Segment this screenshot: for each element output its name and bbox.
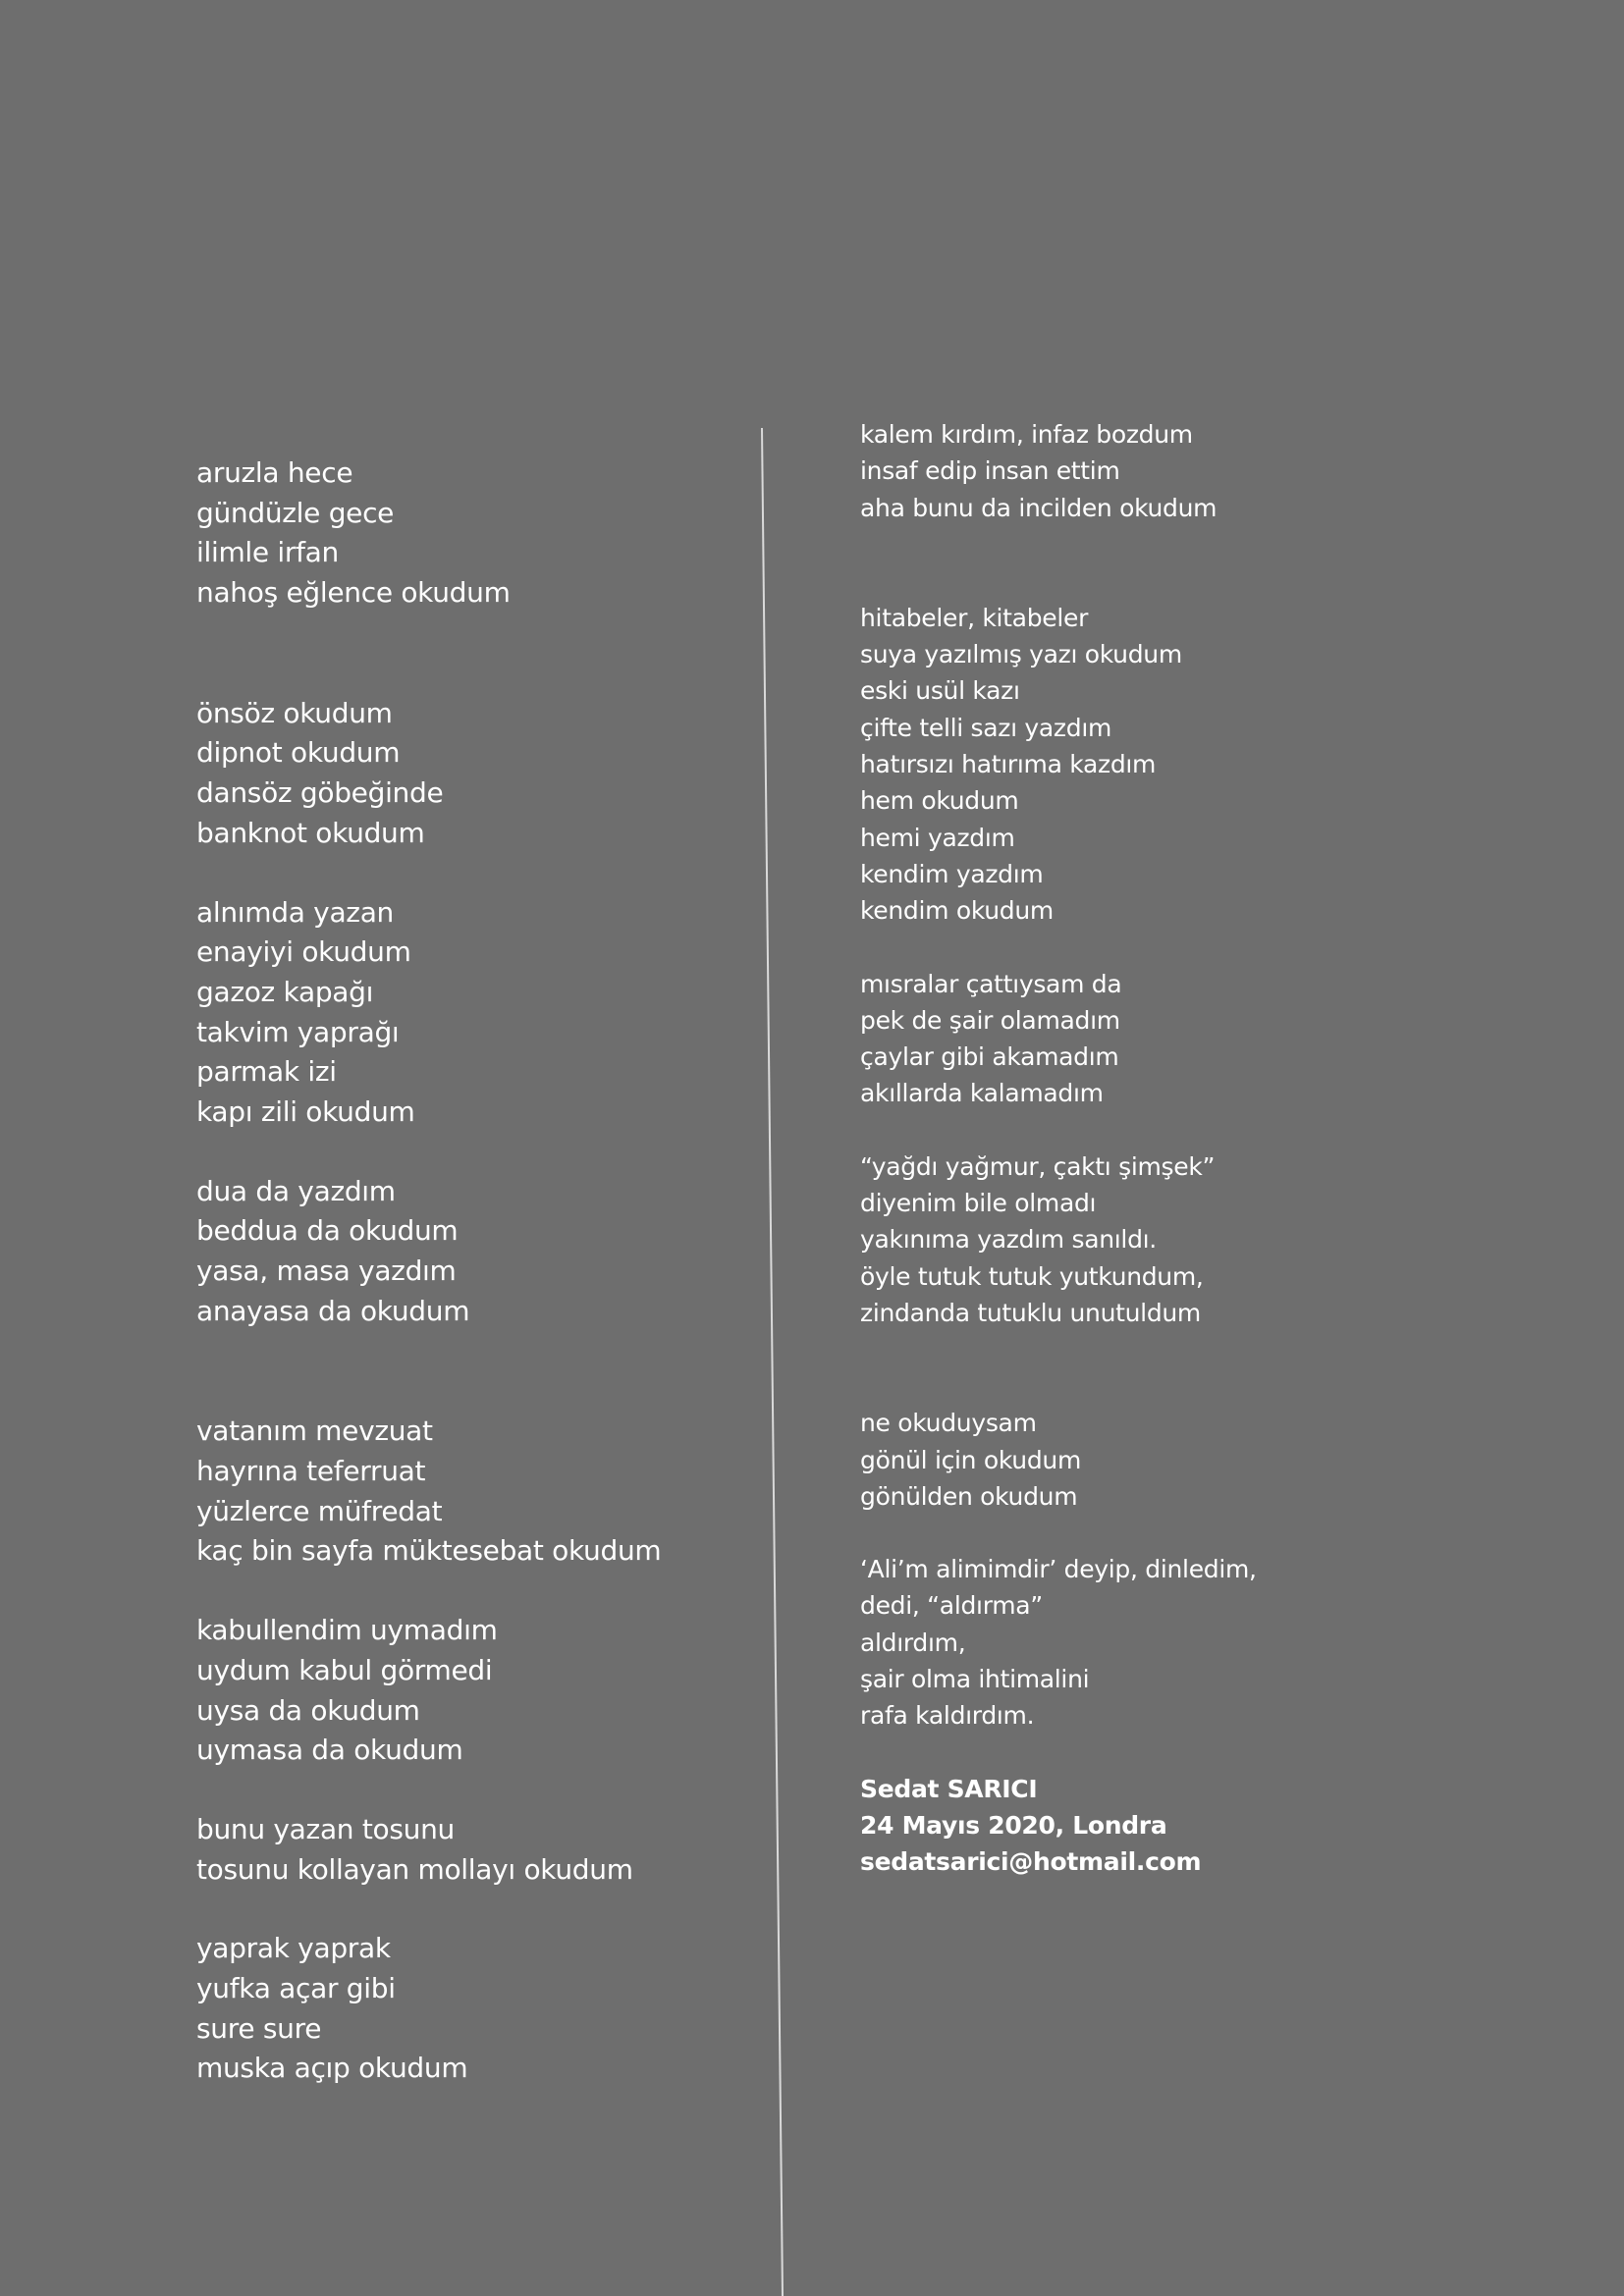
poem-line: ‘Ali’m alimimdir’ deyip, dinledim, <box>860 1555 1257 1584</box>
poem-line: rafa kaldırdım. <box>860 1701 1035 1731</box>
poem-line: ne okuduysam <box>860 1409 1037 1438</box>
stanza <box>860 1551 1489 1734</box>
poem-line: uymasa da okudum <box>196 1734 463 1767</box>
poem-line: aldırdım, <box>860 1628 966 1657</box>
poem-line: hem okudum <box>860 786 1019 816</box>
poem-line: pek de şair olamadım <box>860 1005 1120 1035</box>
stanza-gap <box>860 1331 1489 1405</box>
poem-line: dua da yazdım <box>196 1174 396 1207</box>
stanza <box>196 1929 746 2089</box>
poem-line: hayrına teferruat <box>196 1455 426 1488</box>
author-email: sedatsarici@hotmail.com <box>860 1847 1202 1877</box>
stanza <box>860 600 1489 930</box>
poem-line: gönül için okudum <box>860 1445 1081 1474</box>
poem-line: kaç bin sayfa müktesebat okudum <box>196 1534 662 1568</box>
stanza-gap <box>860 526 1489 600</box>
poem-line: alnımda yazan <box>196 895 395 929</box>
poem-line: parmak izi <box>196 1055 337 1089</box>
poem-line: dedi, “aldırma” <box>860 1591 1043 1621</box>
poem-line: gönülden okudum <box>860 1481 1078 1511</box>
stanza-gap <box>196 1331 746 1412</box>
stanza-gap <box>860 1735 1489 1771</box>
poem-line: çaylar gibi akamadım <box>860 1042 1119 1072</box>
poem-line: hemi yazdım <box>860 823 1015 852</box>
stanza <box>196 1611 746 1771</box>
poem-left-column <box>196 454 746 2089</box>
poem-line: kendim okudum <box>860 896 1054 926</box>
poem-line: kendim yazdım <box>860 859 1044 888</box>
date-place: 24 Mayıs 2020, Londra <box>860 1810 1167 1840</box>
stanza-gap <box>860 1112 1489 1148</box>
poem-line: yasa, masa yazdım <box>196 1255 457 1287</box>
poem-line: aruzla hece <box>196 456 353 489</box>
poem-line: diyenim bile olmadı <box>860 1189 1097 1218</box>
poem-line: enayiyi okudum <box>196 935 411 969</box>
stanza <box>196 893 746 1133</box>
poem-line: yüzlerce müfredat <box>196 1494 443 1527</box>
poem-line: uysa da okudum <box>196 1693 420 1727</box>
poem-line: dansöz göbeğinde <box>196 776 444 810</box>
stanza-gap <box>196 1890 746 1929</box>
poem-line: eski usül kazı <box>860 676 1020 706</box>
stanza <box>860 1405 1489 1515</box>
poem-line: bunu yazan tosunu <box>196 1812 455 1845</box>
poem-line: aha bunu da incilden okudum <box>860 493 1218 522</box>
stanza-gap <box>196 1572 746 1611</box>
poem-line: kalem kırdım, infaz bozdum <box>860 420 1193 449</box>
poem-line: vatanım mevzuat <box>196 1415 433 1448</box>
poem-line: beddua da okudum <box>196 1214 459 1248</box>
poem-line: ilimle irfan <box>196 536 339 569</box>
stanza <box>196 694 746 854</box>
stanza-gap <box>860 930 1489 966</box>
divider-line <box>762 428 783 2296</box>
stanza <box>196 1810 746 1890</box>
poem-line: tosunu kollayan mollayı okudum <box>196 1852 633 1886</box>
poem-line: suya yazılmış yazı okudum <box>860 640 1182 669</box>
poem-line: yufka açar gibi <box>196 1971 396 2004</box>
author-name: Sedat SARICI <box>860 1774 1038 1803</box>
stanza <box>860 1148 1489 1331</box>
poem-line: gazoz kapağı <box>196 975 374 1008</box>
poem-line: banknot okudum <box>196 816 425 849</box>
stanza <box>860 966 1489 1112</box>
poem-line: “yağdı yağmur, çaktı şimşek” <box>860 1151 1216 1181</box>
poem-line: çifte telli sazı yazdım <box>860 713 1112 742</box>
stanza-gap <box>196 1771 746 1810</box>
stanza-gap <box>196 1133 746 1172</box>
stanza <box>196 454 746 614</box>
poem-line: yaprak yaprak <box>196 1932 391 1965</box>
poem-line: gündüzle gece <box>196 496 395 529</box>
poem-line: önsöz okudum <box>196 696 393 729</box>
poem-line: sure sure <box>196 2011 322 2045</box>
poem-line: muska açıp okudum <box>196 2052 468 2085</box>
poem-line: uydum kabul görmedi <box>196 1653 493 1686</box>
poem-line: öyle tutuk tutuk yutkundum, <box>860 1261 1204 1291</box>
poem-line: hatırsızı hatırıma kazdım <box>860 750 1157 779</box>
poem-line: nahoş eğlence okudum <box>196 576 511 610</box>
poem-line: kapı zili okudum <box>196 1095 415 1128</box>
poem-line: kabullendim uymadım <box>196 1614 498 1647</box>
signature-block <box>860 1771 1489 1881</box>
poem-right-column <box>860 416 1489 1881</box>
poem-line: anayasa da okudum <box>196 1294 470 1327</box>
poem-line: insaf edip insan ettim <box>860 456 1120 486</box>
poem-line: dipnot okudum <box>196 736 401 770</box>
stanza <box>860 416 1489 526</box>
poem-line: yakınıma yazdım sanıldı. <box>860 1225 1157 1255</box>
poem-line: şair olma ihtimalini <box>860 1665 1090 1694</box>
poem-line: akıllarda kalamadım <box>860 1079 1104 1108</box>
stanza-gap <box>860 1515 1489 1551</box>
stanza <box>196 1412 746 1572</box>
poem-line: hitabeler, kitabeler <box>860 603 1089 632</box>
poem-line: zindanda tutuklu unutuldum <box>860 1298 1201 1327</box>
stanza-gap <box>196 614 746 694</box>
stanza <box>196 1172 746 1332</box>
stanza-gap <box>196 854 746 893</box>
poem-line: takvim yaprağı <box>196 1015 400 1048</box>
poem-line: mısralar çattıysam da <box>860 969 1122 998</box>
